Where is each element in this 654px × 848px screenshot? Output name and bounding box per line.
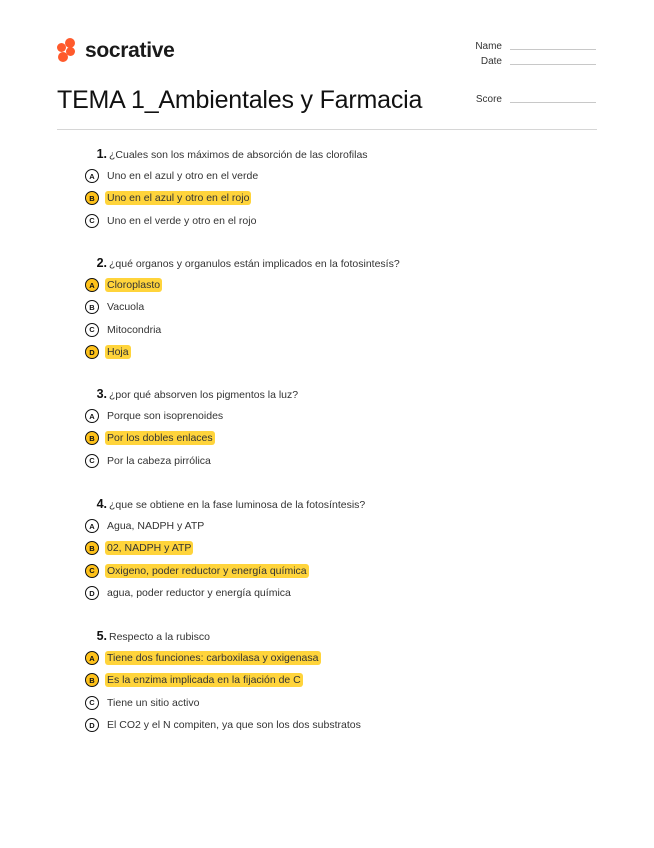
answer-text: agua, poder reductor y energía química xyxy=(107,587,291,600)
answer-letter-badge: B xyxy=(85,300,99,314)
socrative-logo xyxy=(57,37,175,65)
date-field xyxy=(462,56,596,67)
answer-text-highlighted: Es la enzima implicada en la fijación de C xyxy=(107,674,301,687)
answer-text: El CO2 y el N compiten, ya que son los dos substratos xyxy=(107,719,361,732)
answer-letter-badge: C xyxy=(85,454,99,468)
answer-option-c xyxy=(85,692,605,714)
name-field xyxy=(462,41,596,52)
answer-letter-badge: D xyxy=(85,586,99,600)
answer-letter-badge: B xyxy=(85,431,99,445)
answer-text-highlighted: Uno en el azul y otro en el rojo xyxy=(107,192,250,205)
answer-option-c xyxy=(85,450,605,472)
answer-letter-badge: A xyxy=(85,409,99,423)
answer-text-highlighted: Tiene dos funciones: carboxilasa y oxigenasa xyxy=(107,652,319,665)
answer-text-highlighted: Oxigeno, poder reductor y energía química xyxy=(107,564,307,577)
question-text: ¿qué organos y organulos están implicados en la fotosintesís? xyxy=(109,258,400,270)
question-header xyxy=(85,629,605,647)
answer-option-d xyxy=(85,341,605,363)
answer-letter-badge: C xyxy=(85,696,99,710)
answer-letter-badge: C xyxy=(85,214,99,228)
answer-text: Por la cabeza pirrólica xyxy=(107,454,211,467)
question-header xyxy=(85,147,605,165)
question-number: 1. xyxy=(96,147,107,161)
name-label: Name xyxy=(475,41,502,52)
question-text: ¿por qué absorven los pigmentos la luz? xyxy=(109,389,299,401)
question-1 xyxy=(85,147,605,232)
score-line xyxy=(510,101,596,103)
name-line xyxy=(510,48,596,50)
answer-text: Mitocondria xyxy=(107,323,162,336)
answer-text-highlighted: Hoja xyxy=(107,346,129,359)
question-text: ¿Cuales son los máximos de absorción de las clorofilas xyxy=(109,149,368,161)
answer-letter-badge: B xyxy=(85,541,99,555)
answer-option-b xyxy=(85,537,605,559)
header-divider xyxy=(57,129,597,130)
answer-text: Agua, NADPH y ATP xyxy=(107,520,205,533)
answer-option-b xyxy=(85,296,605,318)
question-number: 5. xyxy=(96,629,107,643)
answer-letter-badge: D xyxy=(85,718,99,732)
answer-option-a xyxy=(85,274,605,296)
question-number: 3. xyxy=(96,387,107,401)
answer-option-a xyxy=(85,647,605,669)
answer-option-a xyxy=(85,405,605,427)
question-header xyxy=(85,387,605,405)
question-header xyxy=(85,497,605,515)
answer-text: Vacuola xyxy=(107,301,145,314)
answer-letter-badge: B xyxy=(85,673,99,687)
answer-letter-badge: D xyxy=(85,345,99,359)
answer-text: Uno en el azul y otro en el verde xyxy=(107,170,259,183)
answer-letter-badge: A xyxy=(85,169,99,183)
answer-text-highlighted: Cloroplasto xyxy=(107,279,161,292)
answer-letter-badge: A xyxy=(85,278,99,292)
answer-text: Uno en el verde y otro en el rojo xyxy=(107,214,257,227)
answer-text-highlighted: 02, NADPH y ATP xyxy=(107,542,192,555)
quiz-title: TEMA 1_Ambientales y Farmacia xyxy=(57,86,423,114)
score-label: Score xyxy=(475,94,502,105)
answer-text-highlighted: Por los dobles enlaces xyxy=(107,432,213,445)
answer-option-c xyxy=(85,319,605,341)
brand-name: socrative xyxy=(85,39,175,62)
answer-letter-badge: A xyxy=(85,519,99,533)
answer-letter-badge: B xyxy=(85,191,99,205)
question-4 xyxy=(85,497,605,604)
answer-text: Porque son isoprenoides xyxy=(107,410,224,423)
answer-letter-badge: C xyxy=(85,564,99,578)
answer-option-c xyxy=(85,210,605,232)
answer-letter-badge: A xyxy=(85,651,99,665)
score-field xyxy=(462,94,596,105)
question-3 xyxy=(85,387,605,472)
answer-letter-badge: C xyxy=(85,323,99,337)
question-2 xyxy=(85,256,605,363)
answer-option-b xyxy=(85,427,605,449)
question-5 xyxy=(85,629,605,736)
answer-option-b xyxy=(85,187,605,209)
date-label: Date xyxy=(480,56,502,67)
date-line xyxy=(510,63,596,65)
answer-option-b xyxy=(85,669,605,691)
answer-option-a xyxy=(85,165,605,187)
answer-option-c xyxy=(85,560,605,582)
question-number: 2. xyxy=(96,256,107,270)
question-number: 4. xyxy=(96,497,107,511)
answer-option-a xyxy=(85,515,605,537)
answer-option-d xyxy=(85,714,605,736)
socrative-logo-icon xyxy=(57,38,79,64)
answer-option-d xyxy=(85,582,605,604)
question-text: Respecto a la rubisco xyxy=(109,631,210,643)
question-text: ¿que se obtiene en la fase luminosa de la fotosíntesis? xyxy=(109,499,366,511)
answer-text: Tiene un sitio activo xyxy=(107,696,200,709)
question-header xyxy=(85,256,605,274)
